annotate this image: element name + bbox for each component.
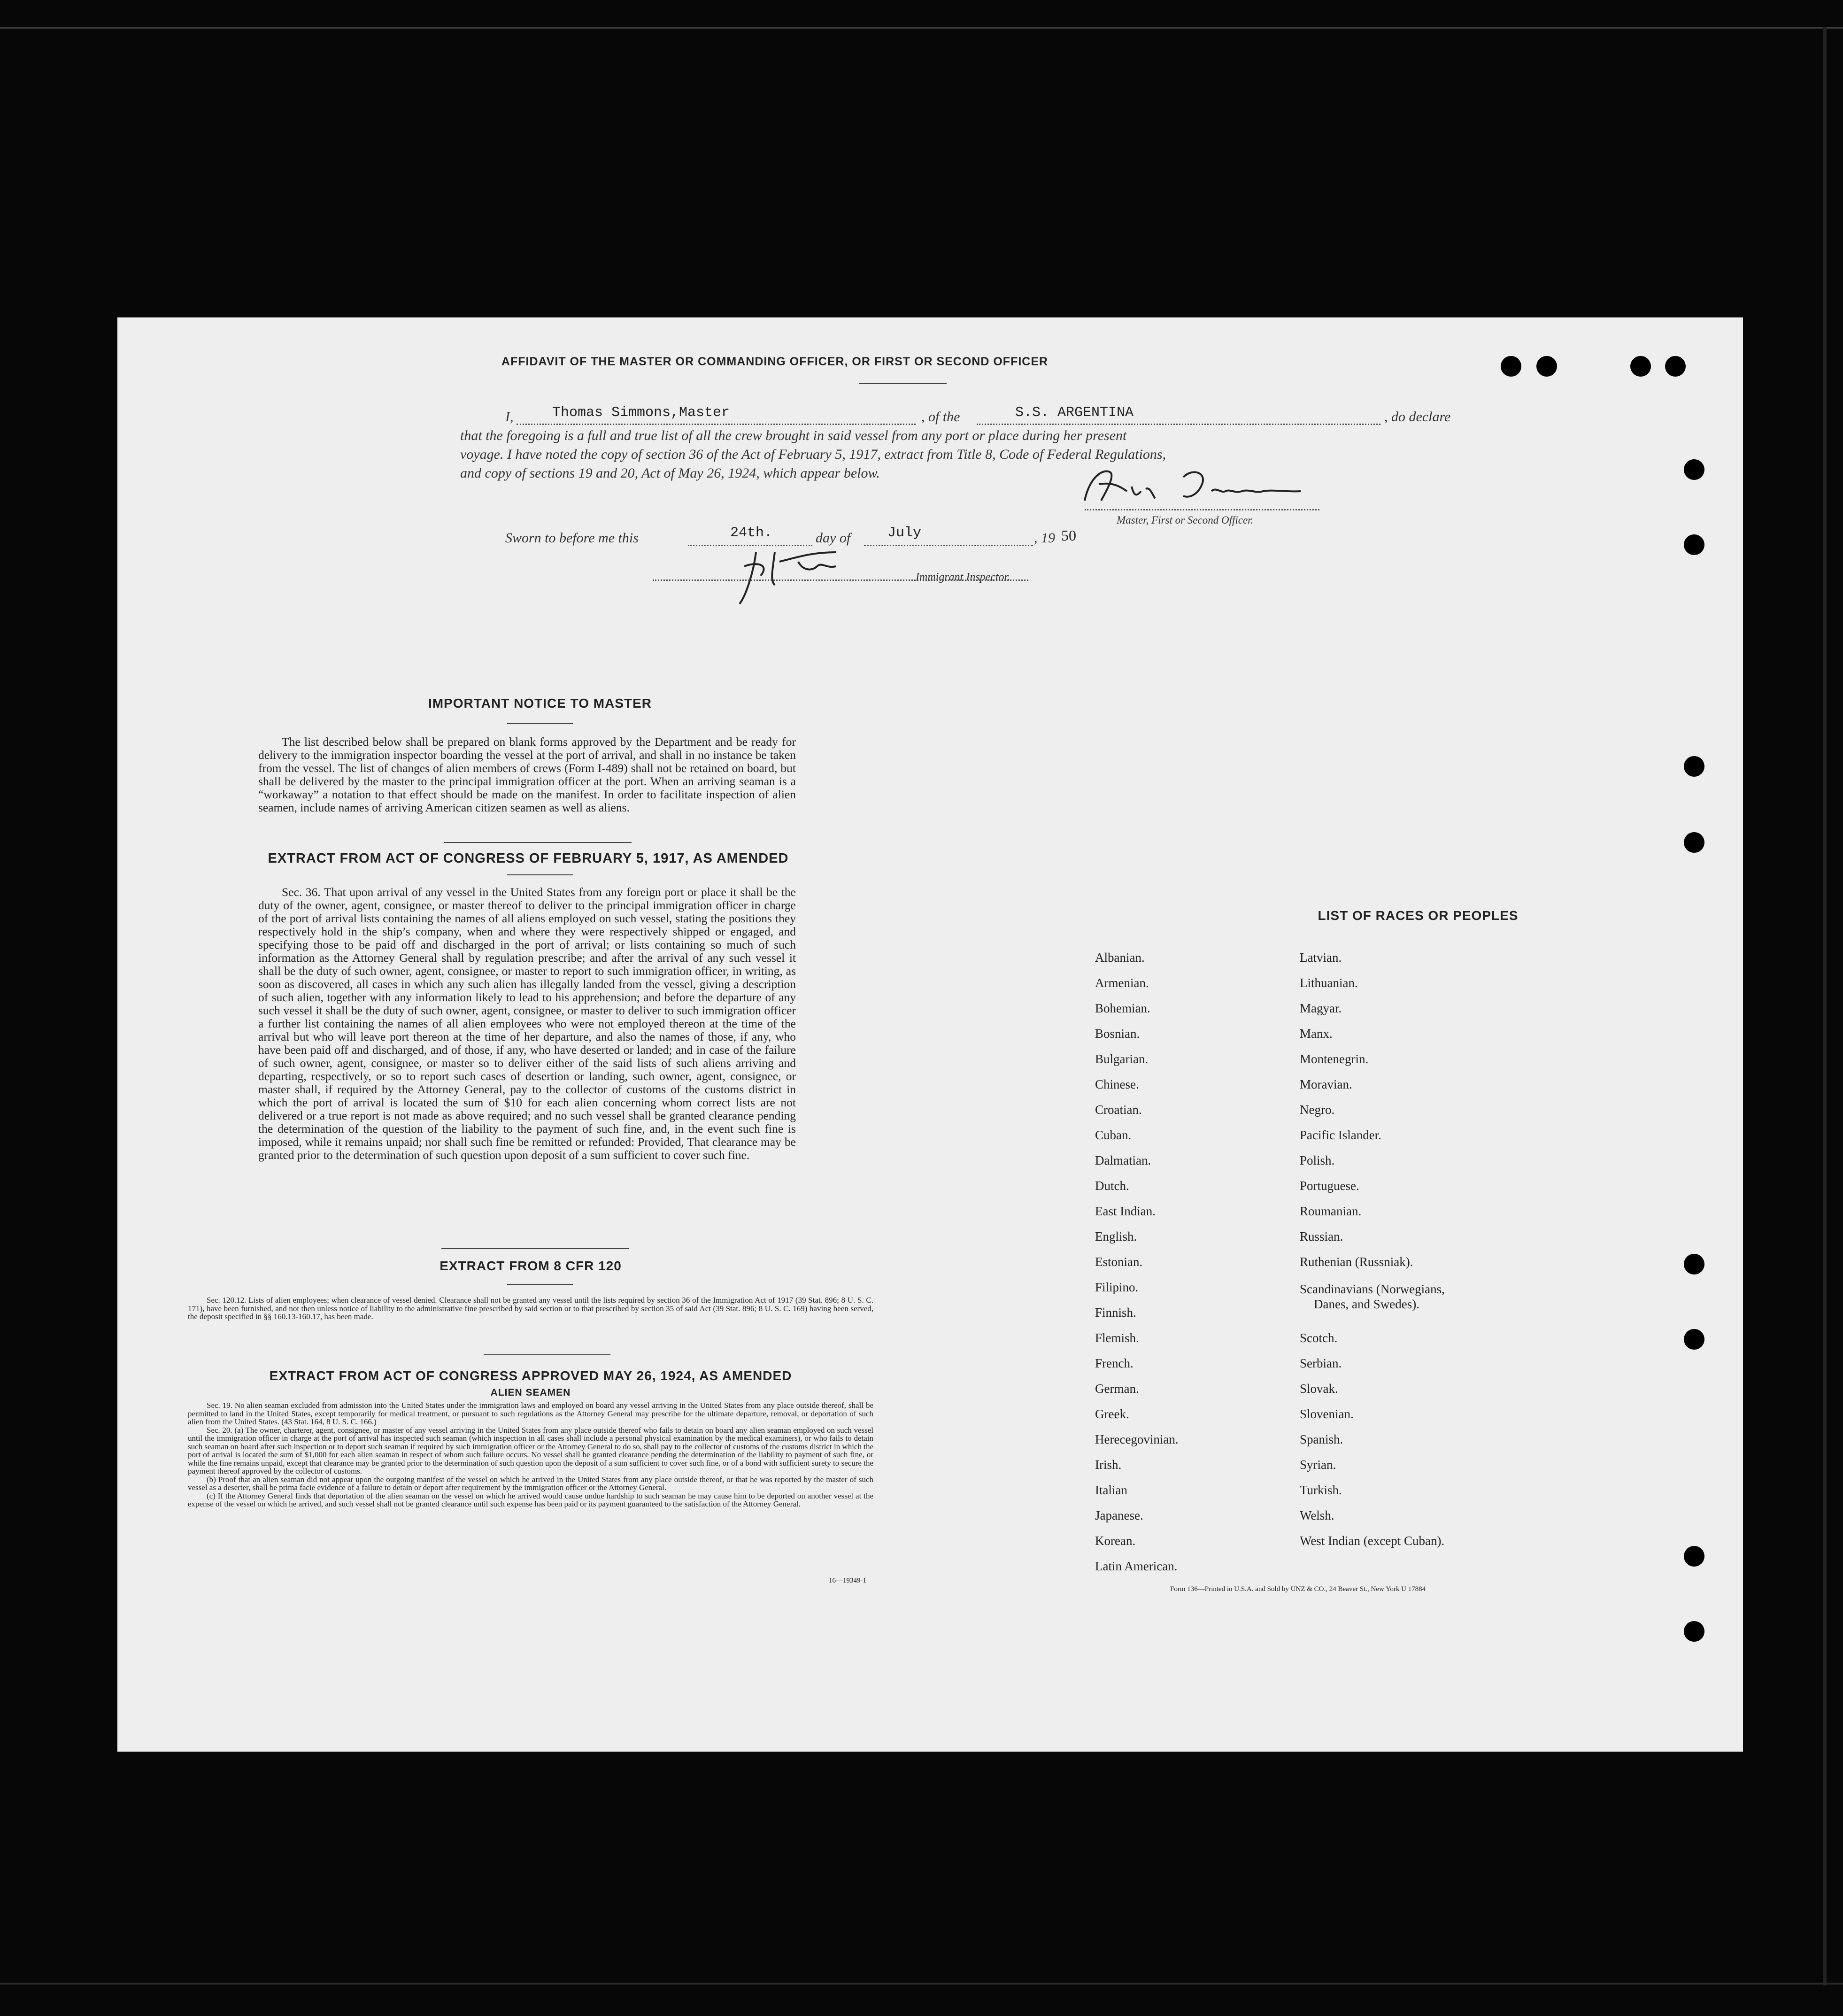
- scan-right-border: [1823, 27, 1827, 1985]
- sworn-year: 50: [1061, 527, 1076, 544]
- race-left-item: Filipino.: [1095, 1280, 1139, 1294]
- of-the-label: , of the: [921, 409, 960, 425]
- day-of-label: day of: [816, 530, 851, 546]
- races-title: LIST OF RACES OR PEOPLES: [1318, 908, 1519, 923]
- punch-hole-icon: [1684, 534, 1704, 555]
- master-sign-line: [1085, 509, 1319, 510]
- punch-hole-icon: [1665, 356, 1686, 377]
- sworn-label: Sworn to before me this: [505, 530, 639, 546]
- race-left-item: Dutch.: [1095, 1179, 1129, 1193]
- section-20a: Sec. 20. (a) The owner, charterer, agent, consignee, or master of any vessel arriving in the United States from any place outside thereof who fails to detain on board any alien seaman employed on such vessel until the immigration officer in charge at the port of arrival has inspected such seaman (which inspection in all cases shall include a personal physical examination by the medical examiners), or who fails to detain such seaman on board after such inspection or to deport such seaman if required by such immigration officer or the Attorney General to do so, shall pay to the collector of customs of the customs district in which the port of arrival is located the sum of $1,000 for each alien seaman in respect of whom such failure occurs. No vessel shall be granted clearance pending the determination of the liability to payment of such fine, or while the fine remains unpaid, except that clearance may be granted prior to the determination of such question upon the deposit of a sum sufficient to cover such fine, or of a bond with sufficient surety to secure the payment thereof approved by the collector of customs.: [188, 1425, 873, 1475]
- race-left-item: English.: [1095, 1229, 1137, 1244]
- race-right-item: Polish.: [1300, 1153, 1335, 1167]
- extract-1924-body: [188, 1401, 873, 1508]
- punch-hole-icon: [1684, 832, 1704, 853]
- race-right-item: Manx.: [1300, 1027, 1333, 1041]
- race-right-item: Portuguese.: [1300, 1179, 1359, 1193]
- declaration-line-2: voyage. I have noted the copy of section 36 of the Act of February 5, 1917, extract from Title 8, Code of Federal Regulations,: [460, 447, 1166, 462]
- race-left-item: Finnish.: [1095, 1305, 1136, 1320]
- year-prefix: , 19: [1034, 530, 1055, 546]
- race-right-item: Ruthenian (Russniak).: [1300, 1255, 1413, 1269]
- printer-line: Form 136—Printed in U.S.A. and Sold by UNZ & CO., 24 Beaver St., New York U 17884: [1170, 1585, 1426, 1593]
- declaration-line-3: and copy of sections 19 and 20, Act of May 26, 1924, which appear below.: [460, 465, 880, 481]
- extract-cfr-body: Sec. 120.12. Lists of alien employees; when clearance of vessel denied. Clearance shall not be granted any vessel until the lists required by section 36 of the Immigration Act of 1917 (39 Stat. 896; 8 U. S. C. 171), have been furnished, and not then unless notice of liability to the administrative fine prescribed by said section or to that prescribed by section 35 of said Act (39 Stat. 896; 8 U. S. C. 169) having been served, the deposit specified in §§ 160.13-160.17, has been made.: [188, 1296, 873, 1321]
- race-right-item: West Indian (except Cuban).: [1300, 1534, 1445, 1548]
- notice-rule: [507, 723, 573, 724]
- race-left-item: Bohemian.: [1095, 1001, 1150, 1015]
- section-20c: (c) If the Attorney General finds that deportation of the alien seaman on the vessel on which he arrived would cause undue hardship to such seaman he may cause him to be deported on another vessel at the expense of the vessel on which he arrived, and such vessel shall not be granted clearance until such expense has been paid or its payment guaranteed to the satisfaction of the Attorney General.: [188, 1491, 873, 1508]
- race-right-item: Spanish.: [1300, 1432, 1343, 1446]
- race-left-item: Croatian.: [1095, 1103, 1142, 1117]
- race-left-item: Greek.: [1095, 1407, 1129, 1421]
- scan-bottom-border: [0, 1983, 1843, 1985]
- master-signature: [1075, 458, 1319, 510]
- race-right-item: Negro.: [1300, 1103, 1335, 1117]
- race-left-item: Latin American.: [1095, 1559, 1178, 1573]
- race-left-item: Dalmatian.: [1095, 1153, 1151, 1167]
- race-right-item: Welsh.: [1300, 1508, 1334, 1522]
- notice-body: The list described below shall be prepared on blank forms approved by the Department and be ready for delivery to the immigration inspector boarding the vessel at the port of arrival, and shall in no instance be taken from the vessel. The list of changes of alien members of crews (Form I-489) shall not be retained on board, but shall be delivered by the master to the principal immigration officer at the port. When an arriving seaman is a “workaway” a notation to that effect should be made on the manifest. In order to facilitate inspection of alien seamen, include names of arriving American citizen seamen as well as aliens.: [258, 735, 796, 814]
- race-right-item: Scandinavians (Norwegians,: [1300, 1282, 1445, 1296]
- extract-1917-title: EXTRACT FROM ACT OF CONGRESS OF FEBRUARY 5, 1917, AS AMENDED: [268, 851, 789, 866]
- extract-1917-body: Sec. 36. That upon arrival of any vessel in the United States from any foreign port or place it shall be the duty of the owner, agent, consignee, or master thereof to deliver to the principal immigration officer in charge of the port of arrival lists containing the names of all aliens employed on such vessel, stating the positions they respectively hold in the ship’s company, when and where they were respectively shipped or engaged, and specifying those to be paid off and discharged in the port of arrival; or lists containing so much of such information as the Attorney General shall by regulation prescribe; and after the arrival of any such vessel it shall be the duty of such owner, agent, consignee, or master to report to such immigration officer, in writing, as soon as discovered, all cases in which any such alien has illegally landed from the vessel, giving a description of such alien, together with any information likely to lead to his apprehension; and before the departure of any such vessel it shall be the duty of such owner, agent, consignee, or master to deliver to such immigration officer a further list containing the names of all alien employees who were not employed thereon at the time of the arrival but who will leave port thereon at the time of her departure, and also the names of those, if any, who have been paid off and discharged, and of those, if any, who have deserted or landed; and in case of the failure of such owner, agent, consignee, or master so to deliver either of the said lists of such aliens arriving and departing, respectively, or so to report such cases of desertion or landing, such owner, agent, consignee, or master shall, if required by the Attorney General, pay to the collector of customs of the customs district in which the port of arrival is located the sum of $10 for each alien concerning whom correct lists are not delivered or a true report is not made as above required; and no such vessel shall be granted clearance pending the determination of the question of the liability to the payment of such fine, and, in the event such fine is imposed, while it remains unpaid; nor shall such fine be remitted or refunded: Provided, That clearance may be granted prior to the determination of such question upon deposit of a sum sufficient to cover such fine.: [258, 885, 796, 1162]
- master-caption: Master, First or Second Officer.: [1117, 514, 1254, 526]
- race-left-item: Bosnian.: [1095, 1027, 1140, 1041]
- extract-cfr-bottom-rule: [484, 1354, 610, 1355]
- notice-title: IMPORTANT NOTICE TO MASTER: [428, 696, 652, 711]
- race-left-item: Japanese.: [1095, 1508, 1143, 1522]
- race-right-item: Magyar.: [1300, 1001, 1342, 1015]
- race-right-item: Pacific Islander.: [1300, 1128, 1381, 1142]
- race-left-item: Albanian.: [1095, 950, 1145, 965]
- name-line: [517, 424, 916, 425]
- race-right-item: Slovenian.: [1300, 1407, 1354, 1421]
- notice-bottom-rule: [444, 842, 632, 843]
- race-right-item: Slovak.: [1300, 1382, 1338, 1396]
- extract-cfr-rule: [507, 1284, 573, 1285]
- race-right-item: Scotch.: [1300, 1331, 1338, 1345]
- race-left-item: Cuban.: [1095, 1128, 1132, 1142]
- month-line: [864, 545, 1033, 546]
- punch-hole-icon: [1536, 356, 1557, 377]
- race-left-item: German.: [1095, 1382, 1139, 1396]
- document-page: [117, 317, 1743, 1752]
- race-left-item: East Indian.: [1095, 1204, 1156, 1218]
- sworn-day: 24th.: [730, 525, 773, 541]
- race-left-item: Italian: [1095, 1483, 1127, 1497]
- vessel-name: S.S. ARGENTINA: [1015, 405, 1134, 421]
- race-right-item: Turkish.: [1300, 1483, 1342, 1497]
- race-left-item: Estonian.: [1095, 1255, 1143, 1269]
- race-right-item: Montenegrin.: [1300, 1052, 1369, 1066]
- race-right-item: Roumanian.: [1300, 1204, 1362, 1218]
- extract-1917-bottom-rule: [441, 1248, 629, 1249]
- section-20b: (b) Proof that an alien seaman did not appear upon the outgoing manifest of the vessel on which he arrived in the United States from any place outside thereof, or that he was reported by the master of such vessel as a deserter, shall be prima facie evidence of a failure to detain or deport after requirement by the immigration officer or the Attorney General.: [188, 1475, 873, 1492]
- do-declare: , do declare: [1384, 409, 1451, 425]
- extract-1917-rule: [507, 874, 573, 875]
- declaration-line-1: that the foregoing is a full and true list of all the crew brought in said vessel from any port or place during her present: [460, 428, 1127, 443]
- race-right-item: Serbian.: [1300, 1356, 1342, 1370]
- affidavit-title: AFFIDAVIT OF THE MASTER OR COMMANDING OFFICER, OR FIRST OR SECOND OFFICER: [501, 355, 1049, 368]
- race-right-item: Moravian.: [1300, 1077, 1352, 1091]
- form-code: 16—19349-1: [829, 1577, 866, 1584]
- race-left-item: Bulgarian.: [1095, 1052, 1149, 1066]
- race-left-item: Irish.: [1095, 1458, 1122, 1472]
- punch-hole-icon: [1684, 756, 1704, 777]
- scan-top-border: [0, 27, 1843, 29]
- punch-hole-icon: [1684, 1621, 1704, 1642]
- title-rule: [859, 383, 947, 384]
- race-left-item: Chinese.: [1095, 1077, 1139, 1091]
- i-label: I,: [505, 409, 514, 425]
- punch-hole-icon: [1684, 1329, 1704, 1350]
- race-right-item: Latvian.: [1300, 950, 1342, 965]
- inspector-caption: Immigrant Inspector.: [916, 571, 1010, 583]
- race-left-item: Korean.: [1095, 1534, 1136, 1548]
- punch-hole-icon: [1501, 356, 1521, 377]
- punch-hole-icon: [1630, 356, 1651, 377]
- section-19: Sec. 19. No alien seaman excluded from admission into the United States under the immigration laws and employed on board any vessel arriving in the United States from any place outside thereof, shall be permitted to land in the United States, except temporarily for medical treatment, or pursuant to such regulations as the Attorney General may prescribe for the ultimate departure, removal, or deportation of such alien from the United States. (43 Stat. 164, 8 U. S. C. 166.): [188, 1401, 873, 1426]
- sworn-month: July: [887, 525, 922, 541]
- vessel-line: [977, 424, 1380, 425]
- master-name: Thomas Simmons,Master: [552, 405, 730, 421]
- extract-cfr-title: EXTRACT FROM 8 CFR 120: [440, 1259, 622, 1273]
- race-right-item: Syrian.: [1300, 1458, 1336, 1472]
- race-left-item: French.: [1095, 1356, 1134, 1370]
- extract-1924-title: EXTRACT FROM ACT OF CONGRESS APPROVED MAY 26, 1924, AS AMENDED: [269, 1368, 792, 1383]
- race-left-item: Armenian.: [1095, 976, 1149, 990]
- inspector-signature: [728, 543, 869, 609]
- punch-hole-icon: [1684, 459, 1704, 480]
- punch-hole-icon: [1684, 1254, 1704, 1274]
- punch-hole-icon: [1684, 1546, 1704, 1567]
- extract-1924-subtitle: ALIEN SEAMEN: [490, 1387, 571, 1398]
- race-right-item: Danes, and Swedes).: [1314, 1297, 1419, 1311]
- race-left-item: Flemish.: [1095, 1331, 1139, 1345]
- race-left-item: Herecegovinian.: [1095, 1432, 1179, 1446]
- race-right-item: Russian.: [1300, 1229, 1343, 1244]
- race-right-item: Lithuanian.: [1300, 976, 1358, 990]
